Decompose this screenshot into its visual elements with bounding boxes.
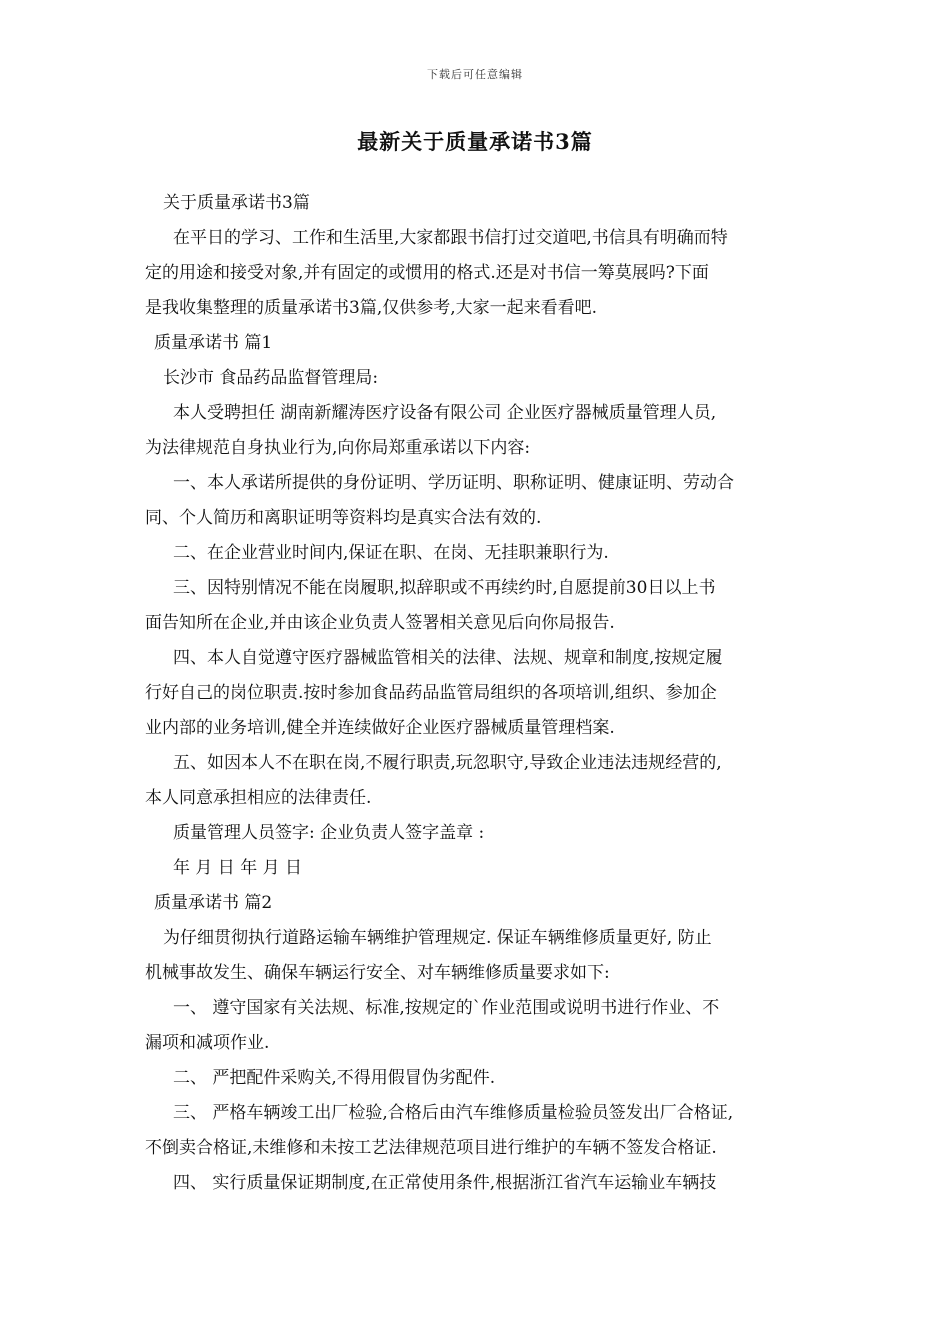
text-line: 五、如因本人不在职在岗,不履行职责,玩忽职守,导致企业违法违规经营的,: [173, 753, 722, 773]
text-line: 行好自己的岗位职责.按时参加食品药品监管局组织的各项培训,组织、参加企: [145, 683, 717, 703]
text-line: 四、 实行质量保证期制度,在正常使用条件,根据浙江省汽车运输业车辆技: [173, 1173, 717, 1193]
text-line: 长沙市 食品药品监督管理局:: [163, 368, 379, 388]
text-line: 为仔细贯彻执行道路运输车辆维护管理规定. 保证车辆维修质量更好, 防止: [163, 928, 712, 948]
text-line: 一、 遵守国家有关法规、标准,按规定的`作业范围或说明书进行作业、不: [173, 998, 720, 1018]
text-line: 漏项和减项作业.: [145, 1033, 270, 1053]
text-line: 一、本人承诺所提供的身份证明、学历证明、职称证明、健康证明、劳动合: [173, 473, 734, 493]
text-line: 为法律规范自身执业行为,向你局郑重承诺以下内容:: [145, 438, 531, 458]
text-line: 本人受聘担任 湖南新耀涛医疗设备有限公司 企业医疗器械质量管理人员,: [173, 403, 717, 423]
text-line: 四、本人自觉遵守医疗器械监管相关的法律、法规、规章和制度,按规定履: [173, 648, 723, 668]
text-line: 同、个人简历和离职证明等资料均是真实合法有效的.: [145, 508, 542, 528]
text-line: 三、因特别情况不能在岗履职,拟辞职或不再续约时,自愿提前30日以上书: [173, 578, 716, 598]
text-line: 质量管理人员签字: 企业负责人签字盖章 :: [173, 823, 485, 843]
header-note: 下载后可任意编辑: [427, 68, 523, 81]
text-line: 三、 严格车辆竣工出厂检验,合格后由汽车维修质量检验员签发出厂合格证,: [173, 1103, 734, 1123]
text-line: 质量承诺书 篇2: [154, 893, 273, 913]
text-line: 本人同意承担相应的法律责任.: [145, 788, 372, 808]
text-line: 不倒卖合格证,未维修和未按工艺法律规范项目进行维护的车辆不签发合格证.: [145, 1138, 717, 1158]
document-body: [145, 186, 813, 1201]
text-line: 面告知所在企业,并由该企业负责人签署相关意见后向你局报告.: [145, 613, 615, 633]
document-title: 最新关于质量承诺书3篇: [357, 129, 593, 154]
text-line: 是我收集整理的质量承诺书3篇,仅供参考,大家一起来看看吧.: [145, 298, 598, 318]
text-line: 关于质量承诺书3篇: [163, 193, 310, 213]
text-line: 在平日的学习、工作和生活里,大家都跟书信打过交道吧,书信具有明确而特: [173, 228, 728, 248]
text-line: 二、在企业营业时间内,保证在职、在岗、无挂职兼职行为.: [173, 543, 609, 563]
text-line: 质量承诺书 篇1: [154, 333, 273, 353]
text-line: 定的用途和接受对象,并有固定的或惯用的格式.还是对书信一筹莫展吗?下面: [145, 263, 709, 283]
text-line: 机械事故发生、确保车辆运行安全、对车辆维修质量要求如下:: [145, 963, 610, 983]
text-line: 年 月 日 年 月 日: [173, 858, 303, 878]
text-line: 二、 严把配件采购关,不得用假冒伪劣配件.: [173, 1068, 496, 1088]
text-line: 业内部的业务培训,健全并连续做好企业医疗器械质量管理档案.: [145, 718, 615, 738]
